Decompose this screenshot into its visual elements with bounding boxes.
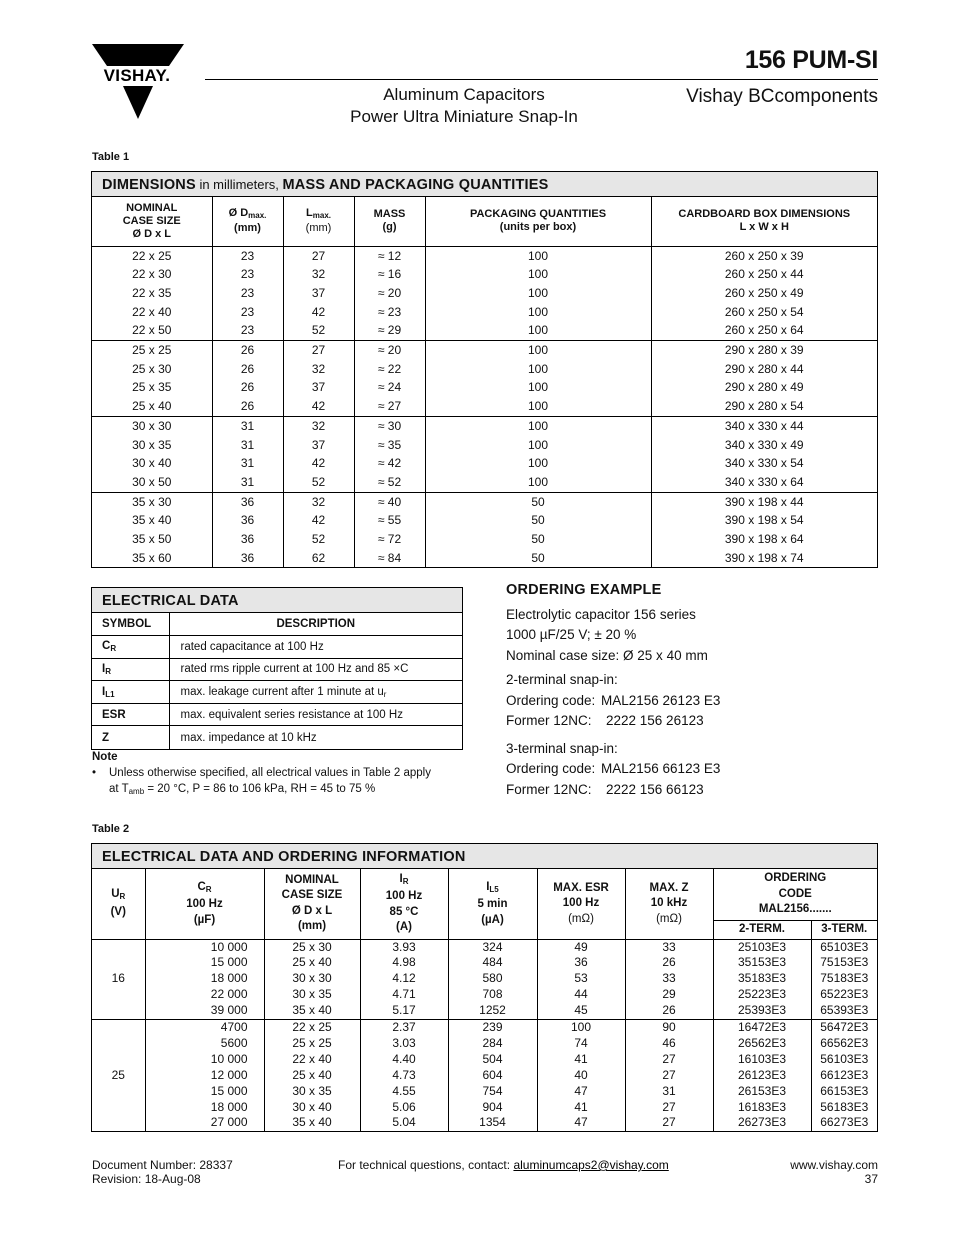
ordering-example: ORDERING EXAMPLE Electrolytic capacitor 156 series 1000 µF/25 V; ± 20 % Nominal case size: Ø 25 x 40 mm 2-terminal snap-in: Ordering code: MAL2156 26123 E3 Former 12NC: 2222 156 26123 3-terminal snap-in: Ordering code: MAL2156 66123 E3 Former 12NC: 2222 156 66123 — [506, 580, 878, 800]
table-cell: 100 — [425, 473, 651, 492]
table-cell: 23 — [212, 321, 283, 340]
table-cell: 18 000 — [145, 971, 264, 987]
col-diameter: Ø $D_{max.}$ (mm) — [212, 197, 283, 246]
table-cell: 31 — [212, 454, 283, 473]
table-cell: 16472E3 — [713, 1020, 811, 1036]
col-case-size: NOMINAL CASE SIZE Ø D x L — [92, 197, 212, 246]
electrical-data-table — [91, 587, 463, 750]
table-cell: 5.17 — [360, 1003, 448, 1019]
table-row — [92, 1036, 877, 1052]
table-cell: 290 x 280 x 44 — [724, 361, 804, 376]
table-cell: 74 — [537, 1036, 625, 1052]
table-cell: 3.03 — [360, 1036, 448, 1052]
table-cell: 3.93 — [360, 939, 448, 955]
col-esr: MAX. ESR 100 Hz (mΩ) — [537, 869, 625, 939]
table-cell: 52 — [283, 530, 354, 549]
table-cell: 390 x 198 x 74 — [724, 550, 804, 565]
table-cell: ≈ 20 — [354, 284, 425, 303]
table-cell: 42 — [283, 454, 354, 473]
table-row — [92, 1003, 877, 1019]
table-cell: 580 — [448, 971, 537, 987]
table-cell: 25 x 25 — [264, 1036, 360, 1052]
table-cell: 50 — [425, 511, 651, 530]
table-cell: 53 — [537, 971, 625, 987]
table-cell: 50 — [425, 492, 651, 511]
table-cell: 26273E3 — [713, 1115, 811, 1131]
table-cell: 100 — [425, 341, 651, 360]
table-cell: 52 — [283, 473, 354, 492]
table-cell: 49 — [537, 939, 625, 955]
table-row — [92, 416, 877, 435]
subtitle-line-2: Power Ultra Miniature Snap-In — [350, 107, 578, 126]
table-cell: 16103E3 — [713, 1052, 811, 1068]
table-cell: 22 x 25 — [92, 246, 212, 265]
table-cell: 52 — [283, 321, 354, 340]
table-cell: 56183E3 — [820, 1099, 869, 1114]
table-cell: 44 — [537, 987, 625, 1003]
table-row — [92, 1068, 877, 1084]
contact-email-link[interactable]: aluminumcaps2@vishay.com — [513, 1158, 669, 1172]
vishay-logo — [92, 44, 184, 122]
table-cell: 66123E3 — [820, 1067, 869, 1082]
table-row — [92, 658, 462, 681]
table-cell: 504 — [448, 1052, 537, 1068]
table-cell: 30 x 30 — [264, 971, 360, 987]
table-cell: 340 x 330 x 64 — [651, 473, 877, 492]
table-cell: 100 — [425, 284, 651, 303]
ordering-example-title: ORDERING EXAMPLE — [506, 582, 662, 598]
brand-name: Vishay BCcomponents — [686, 86, 878, 107]
table-cell: 66562E3 — [820, 1035, 869, 1050]
table-cell: 30 x 40 — [92, 454, 212, 473]
description-cell: rated rms ripple current at 100 Hz and 85 ×C — [169, 658, 462, 681]
table-cell: 50 — [425, 549, 651, 568]
table-cell: 25223E3 — [713, 987, 811, 1003]
note-title: Note — [92, 751, 118, 763]
table-cell: 754 — [448, 1084, 537, 1100]
table-cell: 30 x 40 — [264, 1100, 360, 1116]
table-cell: 25 x 40 — [264, 955, 360, 971]
table-cell: 65223E3 — [820, 987, 869, 1002]
table-cell: 4.73 — [360, 1068, 448, 1084]
table-cell: 390 x 198 x 54 — [724, 513, 804, 528]
table-cell: 22 x 40 — [264, 1052, 360, 1068]
table-cell: 5.04 — [360, 1115, 448, 1131]
table-cell: 15 000 — [145, 955, 264, 971]
table-cell: 26 — [212, 397, 283, 416]
table-cell: 66273E3 — [820, 1115, 869, 1130]
col-length: $L_{max.}$ (mm) — [283, 197, 354, 246]
table-cell: 30 x 35 — [92, 436, 212, 455]
table-cell: 25103E3 — [713, 939, 811, 955]
ordering-info-title: ELECTRICAL DATA AND ORDERING INFORMATION — [92, 844, 877, 869]
table-cell: 1252 — [448, 1003, 537, 1019]
table-cell: 35 x 40 — [264, 1115, 360, 1131]
table-cell: 26 — [212, 341, 283, 360]
table-row — [92, 284, 877, 303]
table-cell: 29 — [625, 987, 713, 1003]
website-link[interactable]: www.vishay.com — [790, 1158, 878, 1172]
table-cell: 26562E3 — [713, 1036, 811, 1052]
table-cell: 290 x 280 x 39 — [724, 343, 804, 358]
table-cell: 32 — [283, 265, 354, 284]
table-cell: 22 x 40 — [92, 303, 212, 322]
table-cell: 23 — [212, 284, 283, 303]
table-cell: 484 — [448, 955, 537, 971]
table-cell: 22 000 — [145, 987, 264, 1003]
page-number: 37 — [864, 1171, 878, 1186]
table-cell: 4.12 — [360, 971, 448, 987]
table-row — [92, 360, 877, 379]
table-cell: 47 — [537, 1115, 625, 1131]
table-cell: 26 — [625, 955, 713, 971]
table-cell: 41 — [537, 1100, 625, 1116]
table-cell: ≈ 55 — [354, 511, 425, 530]
table-cell: 25 x 35 — [92, 378, 212, 397]
col-ordering-code: ORDERING CODE MAL2156....... — [713, 869, 877, 920]
table-cell: 1354 — [448, 1115, 537, 1131]
table-cell: 30 x 30 — [92, 416, 212, 435]
footer-site — [790, 1159, 878, 1186]
symbol-cell: Z — [92, 726, 169, 749]
table-cell: 31 — [212, 416, 283, 435]
dimensions-table-title: DIMENSIONS in millimeters, MASS AND PACKAGING QUANTITIES — [92, 172, 877, 197]
table-cell: 42 — [283, 511, 354, 530]
symbol-cell: $I_{L1}$ — [92, 681, 169, 704]
table-cell: 75153E3 — [820, 955, 869, 970]
table-cell: 42 — [283, 303, 354, 322]
col-box-dimensions: CARDBOARD BOX DIMENSIONS L x W x H — [651, 197, 877, 246]
electrical-note — [92, 749, 472, 800]
table-cell: 25 x 25 — [92, 341, 212, 360]
table-row — [92, 397, 877, 416]
table-cell: 35 x 40 — [264, 1003, 360, 1019]
electrical-data-title: ELECTRICAL DATA — [92, 588, 462, 613]
table1-label: Table 1 — [92, 151, 130, 163]
table-cell: 5600 — [145, 1036, 264, 1052]
table-cell: 27 — [625, 1115, 713, 1131]
table-cell: 100 — [425, 303, 651, 322]
table-cell: 36 — [212, 511, 283, 530]
table-cell: 4.71 — [360, 987, 448, 1003]
description-cell: max. equivalent series resistance at 100 Hz — [169, 703, 462, 726]
table-cell: 27 — [625, 1068, 713, 1084]
table-cell: 56103E3 — [820, 1051, 869, 1066]
table-cell: ≈ 52 — [354, 473, 425, 492]
col-mass: MASS (g) — [354, 197, 425, 246]
table-cell: 36 — [537, 955, 625, 971]
col-3-term: 3-TERM. — [811, 920, 877, 939]
table-cell: 4700 — [145, 1020, 264, 1036]
table-cell: 56472E3 — [820, 1020, 869, 1035]
table-cell: 904 — [448, 1100, 537, 1116]
table-cell: 100 — [425, 416, 651, 435]
document-subtitle — [340, 84, 588, 128]
table-cell: 35 x 60 — [92, 549, 212, 568]
table-row — [92, 1084, 877, 1100]
table-cell: 65393E3 — [811, 1003, 877, 1019]
subtitle-line-1: Aluminum Capacitors — [383, 85, 545, 104]
dimensions-table — [91, 171, 878, 568]
table-cell: 27 — [283, 246, 354, 265]
col-description: DESCRIPTION — [169, 613, 462, 636]
table-row — [92, 1052, 877, 1068]
table-cell: 708 — [448, 987, 537, 1003]
table-cell: 340 x 330 x 44 — [724, 418, 804, 433]
table-cell: 37 — [283, 436, 354, 455]
ordering-info-table — [91, 843, 878, 1132]
col-z: MAX. Z 10 kHz (mΩ) — [625, 869, 713, 939]
table-cell: ≈ 24 — [354, 378, 425, 397]
table-cell: 32 — [283, 492, 354, 511]
table-cell: 35 x 30 — [92, 492, 212, 511]
col-ur: $U_R$ (V) — [92, 869, 145, 939]
table-row — [92, 436, 877, 455]
table-cell: ≈ 16 — [354, 265, 425, 284]
footer-doc-info: Document Number: 28337 Revision: 18-Aug-08 — [92, 1158, 233, 1186]
ur-cell: 25 — [92, 1020, 145, 1132]
table-row — [92, 530, 877, 549]
table-cell: 22 x 35 — [92, 284, 212, 303]
table-cell: ≈ 27 — [354, 397, 425, 416]
table-cell: 15 000 — [145, 1084, 264, 1100]
table-cell: 324 — [448, 939, 537, 955]
table-row — [92, 321, 877, 340]
table-cell: 27 — [283, 341, 354, 360]
table-cell: ≈ 84 — [354, 549, 425, 568]
table-cell: 284 — [448, 1036, 537, 1052]
table-cell: 100 — [425, 397, 651, 416]
table-cell: 32 — [283, 360, 354, 379]
table-cell: ≈ 20 — [354, 341, 425, 360]
table-cell: 65103E3 — [820, 939, 869, 954]
table-cell: ≈ 12 — [354, 246, 425, 265]
table-cell: 31 — [212, 436, 283, 455]
table-cell: 33 — [625, 971, 713, 987]
table-cell: 100 — [425, 265, 651, 284]
table-cell: 340 x 330 x 54 — [724, 456, 804, 471]
ur-cell: 16 — [92, 939, 145, 1020]
table-cell: 27 — [625, 1052, 713, 1068]
table-row — [92, 681, 462, 704]
table-cell: 390 x 198 x 64 — [724, 532, 804, 547]
table-row — [92, 987, 877, 1003]
table-row — [92, 939, 877, 955]
description-cell: max. leakage current after 1 minute at $u_r$ — [169, 681, 462, 704]
table-cell: 41 — [537, 1052, 625, 1068]
table-cell: ≈ 30 — [354, 416, 425, 435]
table-cell: 23 — [212, 265, 283, 284]
table-cell: 25 x 40 — [264, 1068, 360, 1084]
table-cell: 36 — [212, 530, 283, 549]
table-cell: 30 x 35 — [264, 987, 360, 1003]
table-cell: 31 — [212, 473, 283, 492]
symbol-cell: $C_R$ — [92, 636, 169, 659]
table-row — [92, 511, 877, 530]
table-cell: 340 x 330 x 49 — [724, 437, 804, 452]
table-cell: 26 — [212, 360, 283, 379]
table-cell: 62 — [283, 549, 354, 568]
table-row — [92, 378, 877, 397]
table-cell: 30 x 50 — [92, 473, 212, 492]
table-cell: 36 — [212, 492, 283, 511]
col-il: $I_{L5}$ 5 min (µA) — [448, 869, 537, 939]
table-cell: ≈ 42 — [354, 454, 425, 473]
table-cell: 90 — [625, 1020, 713, 1036]
table-cell: 32 — [283, 416, 354, 435]
table-cell: 25393E3 — [713, 1003, 811, 1019]
table-cell: ≈ 35 — [354, 436, 425, 455]
table-cell: ≈ 29 — [354, 321, 425, 340]
table-cell: 27 000 — [145, 1115, 264, 1131]
table-cell: 37 — [283, 378, 354, 397]
table-row — [92, 636, 462, 659]
table-cell: 35 x 50 — [92, 530, 212, 549]
table-cell: 390 x 198 x 44 — [724, 494, 804, 509]
table-cell: 604 — [448, 1068, 537, 1084]
table-cell: ≈ 23 — [354, 303, 425, 322]
table-row — [92, 473, 877, 492]
table-cell: ≈ 72 — [354, 530, 425, 549]
table-cell: 35 x 40 — [92, 511, 212, 530]
table-cell: 4.40 — [360, 1052, 448, 1068]
table-row — [92, 454, 877, 473]
table-cell: 290 x 280 x 54 — [651, 397, 877, 416]
table-row — [92, 549, 877, 568]
page-title: 156 PUM-SI — [744, 46, 878, 74]
table-cell: 22 x 25 — [264, 1020, 360, 1036]
table-row — [92, 703, 462, 726]
table-cell: 16183E3 — [713, 1100, 811, 1116]
table-cell: 260 x 250 x 39 — [724, 248, 804, 263]
logo-text: VISHAY. — [103, 66, 171, 85]
table-cell: 25 x 30 — [92, 360, 212, 379]
table-cell: 35153E3 — [713, 955, 811, 971]
table-row — [92, 265, 877, 284]
symbol-cell: $I_R$ — [92, 658, 169, 681]
table-row — [92, 1100, 877, 1116]
table-cell: 25 x 40 — [92, 397, 212, 416]
table-cell: 100 — [425, 378, 651, 397]
table-row — [92, 246, 877, 265]
table-row — [92, 1020, 877, 1036]
table-cell: 31 — [625, 1084, 713, 1100]
table-cell: 26153E3 — [713, 1084, 811, 1100]
table-row — [92, 1115, 877, 1131]
table-cell: 23 — [212, 303, 283, 322]
table-cell: 4.98 — [360, 955, 448, 971]
header-rule — [205, 79, 878, 80]
table-row — [92, 492, 877, 511]
table-cell: 12 000 — [145, 1068, 264, 1084]
table-cell: 10 000 — [145, 939, 264, 955]
table-cell: 27 — [625, 1100, 713, 1116]
table2-label: Table 2 — [92, 823, 130, 835]
table-cell: 290 x 280 x 49 — [724, 380, 804, 395]
symbol-cell: ESR — [92, 703, 169, 726]
table-cell: 40 — [537, 1068, 625, 1084]
table-cell: 100 — [537, 1020, 625, 1036]
table-cell: 50 — [425, 530, 651, 549]
table-row — [92, 303, 877, 322]
table-cell: 45 — [537, 1003, 625, 1019]
col-case-size: NOMINAL CASE SIZE Ø D x L (mm) — [264, 869, 360, 939]
table-cell: 26123E3 — [713, 1068, 811, 1084]
table-cell: 260 x 250 x 49 — [724, 285, 804, 300]
table-cell: 42 — [283, 397, 354, 416]
table-cell: ≈ 40 — [354, 492, 425, 511]
table-cell: 25 x 30 — [264, 939, 360, 955]
table-cell: ≈ 22 — [354, 360, 425, 379]
table-cell: 100 — [425, 246, 651, 265]
table-cell: 26 — [625, 1003, 713, 1019]
table-cell: 22 x 30 — [92, 265, 212, 284]
col-cr: $C_R$ 100 Hz (µF) — [145, 869, 264, 939]
table-cell: 23 — [212, 246, 283, 265]
table-cell: 47 — [537, 1084, 625, 1100]
table-cell: 39 000 — [145, 1003, 264, 1019]
table-cell: 30 x 35 — [264, 1084, 360, 1100]
col-packaging: PACKAGING QUANTITIES (units per box) — [425, 197, 651, 246]
table-cell: 239 — [448, 1020, 537, 1036]
table-row — [92, 341, 877, 360]
table-cell: 260 x 250 x 54 — [724, 304, 804, 319]
col-symbol: SYMBOL — [92, 613, 169, 636]
table-cell: 46 — [625, 1036, 713, 1052]
table-cell: 37 — [283, 284, 354, 303]
col-ir: $I_R$ 100 Hz 85 °C (A) — [360, 869, 448, 939]
table-cell: 260 x 250 x 44 — [724, 267, 804, 282]
col-2-term: 2-TERM. — [713, 920, 811, 939]
description-cell: max. impedance at 10 kHz — [180, 731, 317, 744]
table-cell: 66153E3 — [820, 1083, 869, 1098]
table-row — [92, 955, 877, 971]
table-cell: 22 x 50 — [92, 321, 212, 340]
table-row — [92, 726, 462, 749]
table-cell: 2.37 — [360, 1020, 448, 1036]
table-cell: 35183E3 — [713, 971, 811, 987]
table-cell: 100 — [425, 360, 651, 379]
description-cell: rated capacitance at 100 Hz — [169, 636, 462, 659]
note-item: • Unless otherwise specified, all electrical values in Table 2 apply at $T_{amb} = 20$ °C, P = 86 to 106 kPa, RH = 45 to 75 % — [92, 767, 431, 796]
table-cell: 10 000 — [145, 1052, 264, 1068]
table-cell: 100 — [425, 454, 651, 473]
table-cell: 100 — [425, 321, 651, 340]
table-cell: 18 000 — [145, 1100, 264, 1116]
table-cell: 100 — [425, 436, 651, 455]
footer-contact: For technical questions, contact: aluminumcaps2@vishay.com — [338, 1158, 669, 1172]
table-cell: 260 x 250 x 64 — [651, 321, 877, 340]
table-cell: 26 — [212, 378, 283, 397]
table-cell: 4.55 — [360, 1084, 448, 1100]
table-row — [92, 971, 877, 987]
table-cell: 5.06 — [360, 1100, 448, 1116]
table-cell: 36 — [212, 549, 283, 568]
table-cell: 75183E3 — [820, 971, 869, 986]
table-cell: 33 — [625, 939, 713, 955]
